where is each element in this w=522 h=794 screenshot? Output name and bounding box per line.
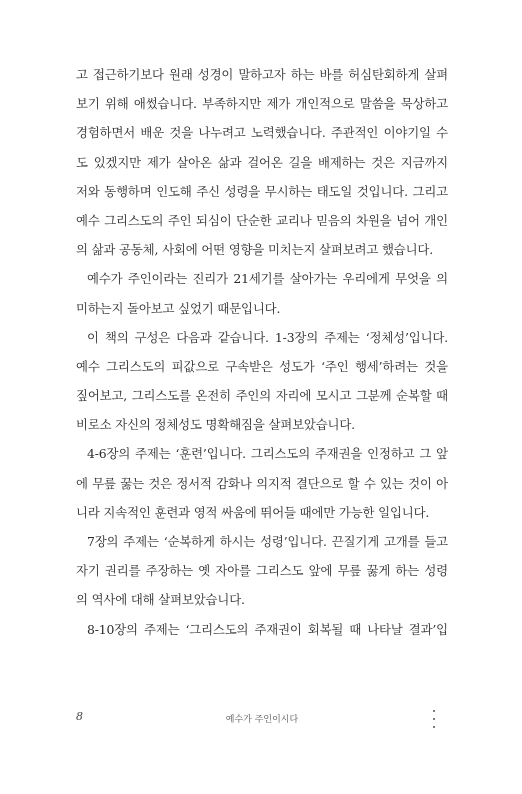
text-line: 의 삶과 공동체, 사회에 어떤 영향을 미치는지 살펴보려고 했습니다. [76,242,434,258]
text-line: 보기 위해 애썼습니다. 부족하지만 제가 개인적으로 말씀을 묵상하고 [76,96,448,112]
text-line: 경험하면서 배운 것을 나누려고 노력했습니다. 주관적인 이야기일 수 [76,125,448,141]
text-line: 도 있겠지만 제가 살아온 삶과 걸어온 길을 배제하는 것은 지금까지 [76,154,448,170]
text-line: 고 접근하기보다 원래 성경이 말하고자 하는 바를 허심탄회하게 살펴 [76,67,448,82]
text-line: 이 책의 구성은 다음과 같습니다. 1-3장의 주제는 ‘정체성’입니다. [87,329,448,345]
text-line: 짚어보고, 그리스도를 온전히 주인의 자리에 모시고 그분께 순복할 때 [76,388,448,404]
text-line: 의 역사에 대해 살펴보았습니다. [76,592,245,608]
page-number: 8 [76,710,83,723]
text-line: 예수가 주인이라는 진리가 21세기를 살아가는 우리에게 무엇을 의 [87,271,448,287]
text-line: 미하는지 돌아보고 싶었기 때문입니다. [76,300,281,316]
text-line: 7장의 주제는 ‘순복하게 하시는 성령’입니다. 끈질기게 고개를 들고 [87,534,448,549]
text-line: 에 무릎 꿇는 것은 정서적 감화나 의지적 결단으로 할 수 있는 것이 아 [76,475,448,491]
text-line: 8-10장의 주제는 ‘그리스도의 주재권이 회복될 때 나타날 결과’입 [87,621,448,637]
vertical-dots-icon[interactable] [432,710,436,728]
text-line: 저와 동행하며 인도해 주신 성령을 무시하는 태도일 것입니다. 그리고 [76,183,448,199]
text-line: 니라 지속적인 훈련과 영적 싸움에 뛰어들 때에만 가능한 일입니다. [76,504,430,520]
page-footer [76,710,448,730]
body-text [76,60,448,644]
running-title: 예수가 주인이시다 [225,715,299,725]
text-line: 4-6장의 주제는 ‘훈련’입니다. 그리스도의 주재권을 인정하고 그 앞 [87,446,448,462]
text-line: 예수 그리스도의 주인 되심이 단순한 교리나 믿음의 차원을 넘어 개인 [76,212,448,228]
text-line: 자기 권리를 주장하는 옛 자아를 그리스도 앞에 무릎 꿇게 하는 성령 [76,563,448,579]
text-line: 예수 그리스도의 피값으로 구속받은 성도가 ‘주인 행세’하려는 것을 [76,358,448,374]
text-line: 비로소 자신의 정체성도 명확해짐을 살펴보았습니다. [76,417,355,433]
